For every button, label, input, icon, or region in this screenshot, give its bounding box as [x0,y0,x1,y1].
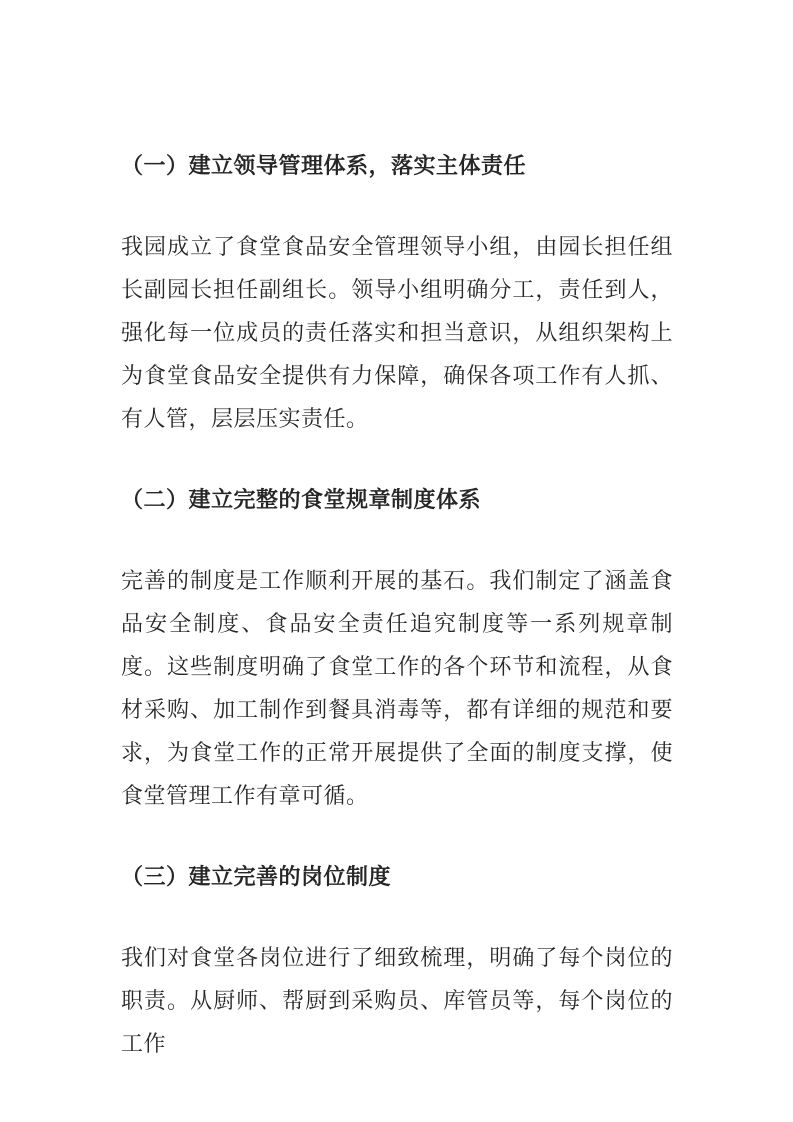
section-1-heading: （一）建立领导管理体系，落实主体责任 [121,153,527,178]
section-3-heading: （三）建立完善的岗位制度 [121,864,392,889]
section-2-heading: （二）建立完整的食堂规章制度体系 [121,487,482,512]
section-1 [121,144,673,440]
section-1-body: 我园成立了食堂食品安全管理领导小组，由园长担任组长副园长担任副组长。领导小组明确分工，责任到人，强化每一位成员的责任落实和担当意识，从组织架构上为食堂食品安全提供有力保障，确保各项工作有人抓、有人管，层层压实责任。 [121,234,673,431]
section-3-body: 我们对食堂各岗位进行了细致梳理，明确了每个岗位的职责。从厨师、帮厨到采购员、库管员等，每个岗位的工作 [121,945,673,1056]
section-2-body: 完善的制度是工作顺利开展的基石。我们制定了涵盖食品安全制度、食品安全责任追究制度等一系列规章制度。这些制度明确了食堂工作的各个环节和流程，从食材采购、加工制作到餐具消毒等，都有详细的规范和要求，为食堂工作的正常开展提供了全面的制度支撑，使食堂管理工作有章可循。 [121,568,673,808]
section-2 [121,478,673,817]
section-3 [121,855,673,1065]
